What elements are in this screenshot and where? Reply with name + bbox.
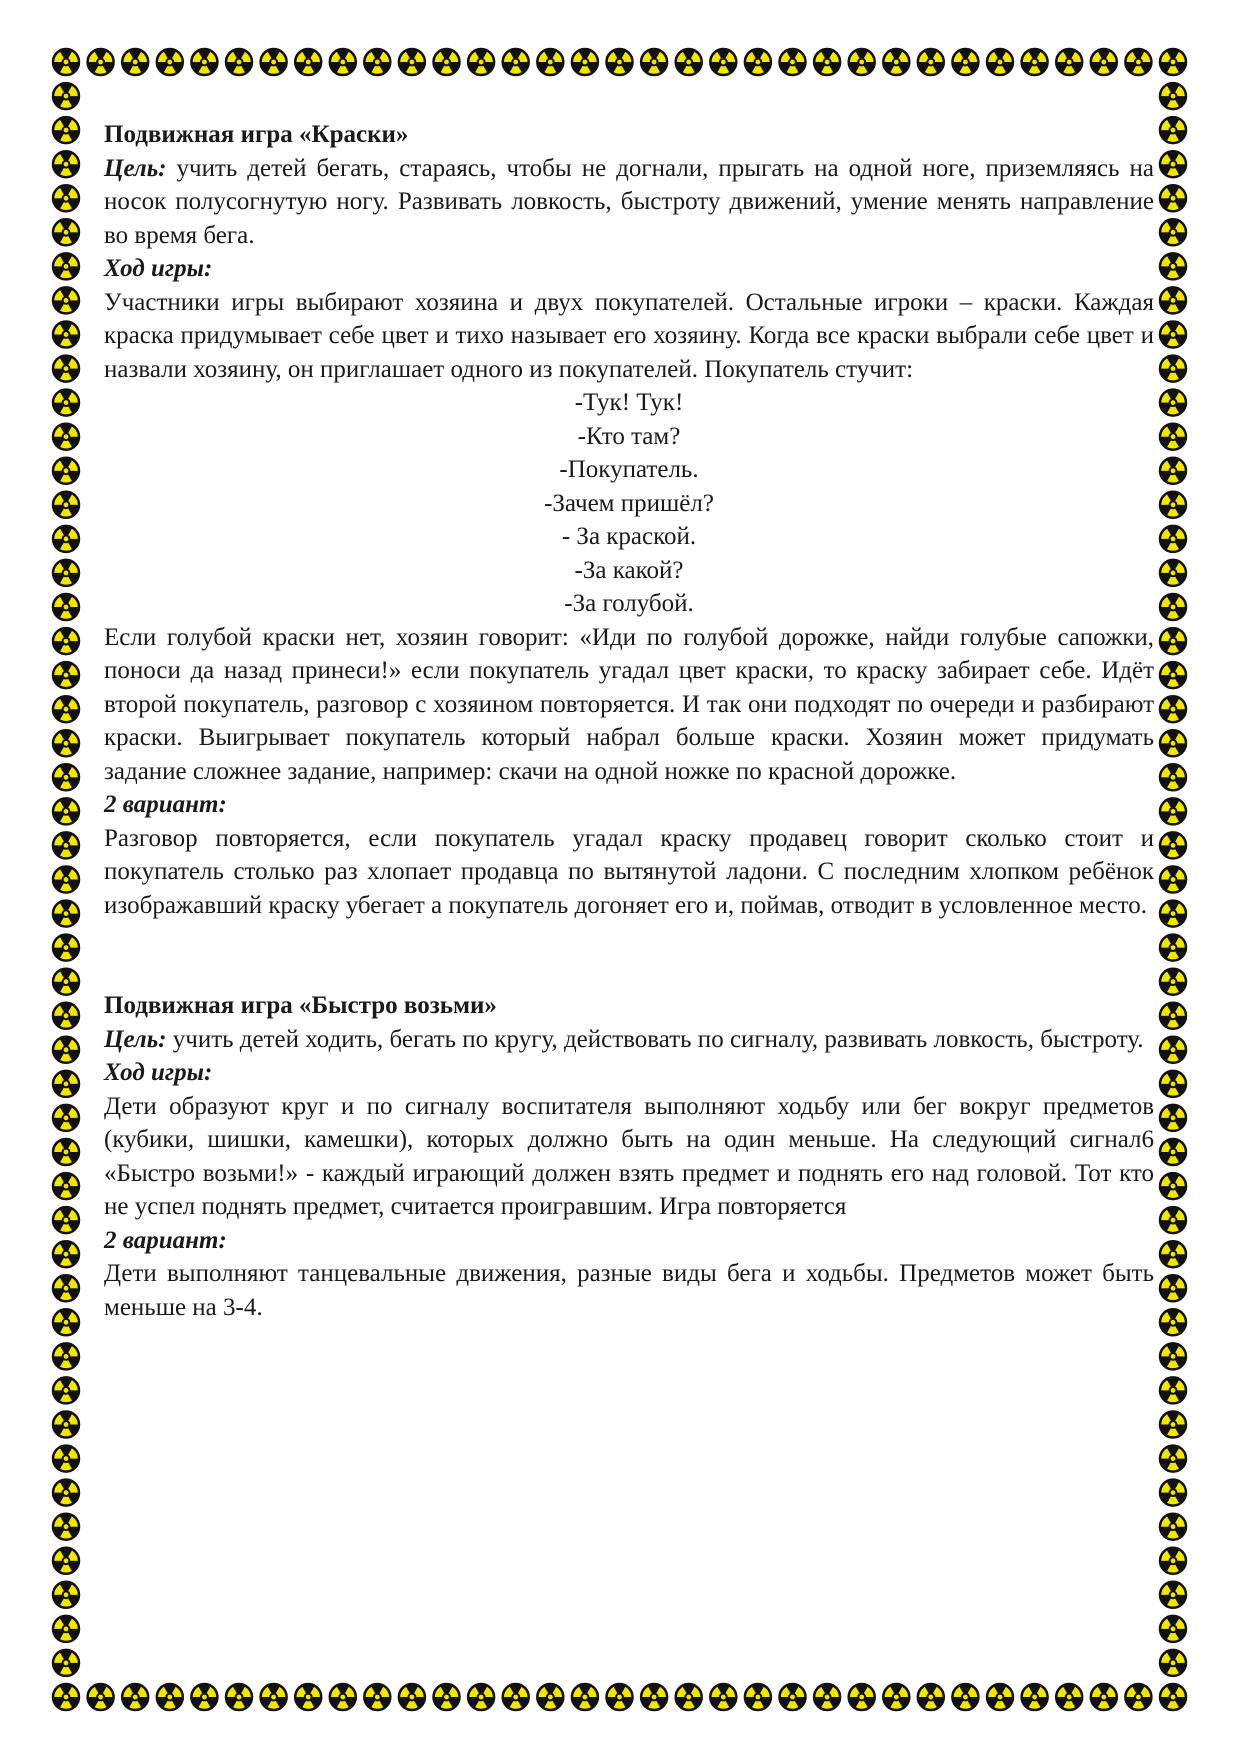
radiation-icon <box>51 866 80 892</box>
game1-dialog <box>104 386 1154 621</box>
radiation-icon <box>51 1139 80 1165</box>
radiation-icon <box>1158 1037 1187 1063</box>
dialog-line: -Кто там? <box>577 422 681 450</box>
game2-title: Подвижная игра «Быстро возьми» <box>104 992 497 1019</box>
radiation-icon <box>640 1684 669 1710</box>
radiation-icon <box>1158 764 1187 790</box>
radiation-icon <box>51 1071 80 1097</box>
radiation-icon <box>847 1684 876 1710</box>
radiation-icon <box>363 1684 392 1710</box>
radiation-icon <box>51 969 80 995</box>
radiation-icon <box>1158 356 1187 382</box>
radiation-icon <box>51 1684 80 1710</box>
radiation-icon <box>1158 1446 1187 1472</box>
radiation-icon <box>397 49 426 75</box>
radiation-icon <box>674 1684 703 1710</box>
radiation-icon <box>1158 253 1187 279</box>
radiation-icon <box>1158 1582 1187 1608</box>
radiation-icon <box>1158 1241 1187 1267</box>
game1-goal-label: Цель: <box>104 154 167 182</box>
radiation-icon <box>1158 1411 1187 1437</box>
radiation-icon <box>951 1684 980 1710</box>
game1-title: Подвижная игра «Краски» <box>104 121 409 148</box>
radiation-icon <box>882 1684 911 1710</box>
radiation-icon <box>51 1411 80 1437</box>
radiation-icon <box>51 321 80 347</box>
radiation-icon <box>674 49 703 75</box>
radiation-icon <box>1158 730 1187 756</box>
radiation-icon <box>605 1684 634 1710</box>
radiation-icon <box>86 1684 115 1710</box>
game1-goal <box>104 152 1154 253</box>
radiation-icon <box>51 1241 80 1267</box>
radiation-icon <box>985 49 1014 75</box>
radiation-icon <box>328 49 357 75</box>
game1-after-text: Если голубой краски нет, хозяин говорит: «Иди по голубой дорожке, найди голубые сапожки, поноси да назад принеси!» если покупатель угадал цвет краски, то краску забирает себе. Идёт второй покупатель, разговор с хозяином повторяется. И так они подходят по очереди и разбирают краски. Выигрывает покупатель который набрал больше краски. Хозяин может придумать задание сложнее задание, например: скачи на одной ножке по красной дорожке. <box>104 623 1154 785</box>
radiation-icon <box>1158 560 1187 586</box>
radiation-icon <box>51 1105 80 1131</box>
radiation-icon <box>51 287 80 313</box>
radiation-icon <box>570 1684 599 1710</box>
game1-course-label: Ход игры: <box>104 255 213 282</box>
radiation-icon <box>916 1684 945 1710</box>
radiation-icon <box>1158 1684 1187 1710</box>
radiation-icon <box>51 1582 80 1608</box>
dialog-line: - За краской. <box>561 523 697 550</box>
radiation-icon <box>51 901 80 927</box>
radiation-icon <box>1158 832 1187 858</box>
radiation-icon <box>155 1684 184 1710</box>
radiation-icon <box>1055 49 1084 75</box>
radiation-icon <box>501 1684 530 1710</box>
game2-goal <box>104 1023 1154 1057</box>
radiation-icon <box>51 1514 80 1540</box>
radiation-icon <box>51 492 80 518</box>
radiation-icon <box>1124 49 1153 75</box>
radiation-icon <box>1158 83 1187 109</box>
radiation-icon <box>51 151 80 177</box>
radiation-icon <box>1158 1071 1187 1097</box>
radiation-icon <box>882 49 911 75</box>
radiation-icon <box>51 253 80 279</box>
radiation-icon <box>51 1275 80 1301</box>
radiation-icon <box>1158 662 1187 688</box>
dialog-line: -Тук! Тук! <box>574 389 684 416</box>
radiation-icon <box>1158 1514 1187 1540</box>
radiation-icon <box>1089 49 1118 75</box>
radiation-icon <box>294 1684 323 1710</box>
radiation-icon <box>570 49 599 75</box>
dialog-line: -За какой? <box>574 556 684 584</box>
radiation-icon <box>1158 866 1187 892</box>
radiation-icon <box>1158 219 1187 245</box>
radiation-icon <box>51 526 80 552</box>
radiation-icon <box>328 1684 357 1710</box>
dialog-line: -Зачем пришёл? <box>544 489 714 517</box>
radiation-icon <box>1055 1684 1084 1710</box>
radiation-icon <box>51 424 80 450</box>
radiation-icon <box>51 662 80 688</box>
radiation-icon <box>51 594 80 620</box>
radiation-icon <box>847 49 876 75</box>
game2-variant-text: Дети выполняют танцевальные движения, разные виды бега и ходьбы. Предметов может быть меньше на 3-4. <box>104 1260 1154 1321</box>
radiation-icon <box>709 1684 738 1710</box>
radiation-icon <box>51 219 80 245</box>
radiation-icon <box>1158 1343 1187 1369</box>
radiation-icon <box>51 117 80 143</box>
game2-goal-text: учить детей ходить, бегать по кругу, действовать по сигналу, развивать ловкость, быстроту. <box>166 1025 1144 1053</box>
radiation-icon <box>1020 49 1049 75</box>
radiation-icon <box>743 1684 772 1710</box>
radiation-icon <box>467 1684 496 1710</box>
radiation-icon <box>51 1037 80 1063</box>
game2-variant-label: 2 вариант: <box>104 1226 227 1254</box>
radiation-icon <box>1158 321 1187 347</box>
radiation-icon <box>51 185 80 211</box>
radiation-icon <box>916 49 945 75</box>
radiation-icon <box>51 1343 80 1369</box>
radiation-icon <box>709 49 738 75</box>
radiation-icon <box>985 1684 1014 1710</box>
radiation-icon <box>1158 969 1187 995</box>
radiation-icon <box>190 1684 219 1710</box>
radiation-icon <box>536 1684 565 1710</box>
radiation-icon <box>121 49 150 75</box>
radiation-icon <box>813 49 842 75</box>
radiation-icon <box>51 1377 80 1403</box>
radiation-icon <box>1158 117 1187 143</box>
radiation-icon <box>51 798 80 824</box>
radiation-icon <box>1158 1309 1187 1335</box>
radiation-icon <box>51 1446 80 1472</box>
radiation-icon <box>1158 798 1187 824</box>
radiation-icon <box>1158 1650 1187 1676</box>
radiation-icon <box>1158 151 1187 177</box>
radiation-icon <box>1158 287 1187 313</box>
radiation-icon <box>1158 526 1187 552</box>
radiation-icon <box>224 49 253 75</box>
radiation-icon <box>1158 1173 1187 1199</box>
radiation-icon <box>294 49 323 75</box>
radiation-icon <box>1158 1207 1187 1233</box>
radiation-icon <box>51 1173 80 1199</box>
radiation-icon <box>51 560 80 586</box>
radiation-icon <box>1158 935 1187 961</box>
section-spacer <box>104 922 1154 989</box>
game2-course-text: Дети образуют круг и по сигналу воспитателя выполняют ходьбу или бег вокруг предметов (кубики, шишки, камешки), которых должно быть на один меньше. На следующий сигнал6 «Быстро возьми!» - каждый играющий должен взять предмет и поднять его над головой. Тот кто не успел поднять предмет, считается проигравшим. Игра повторяется <box>104 1092 1154 1220</box>
radiation-icon <box>1089 1684 1118 1710</box>
radiation-icon <box>605 49 634 75</box>
radiation-icon <box>501 49 530 75</box>
document-body <box>104 118 1154 1324</box>
radiation-icon <box>51 764 80 790</box>
radiation-icon <box>259 1684 288 1710</box>
radiation-icon <box>813 1684 842 1710</box>
radiation-icon <box>51 1207 80 1233</box>
radiation-icon <box>51 1616 80 1642</box>
radiation-icon <box>467 49 496 75</box>
radiation-icon <box>259 49 288 75</box>
radiation-icon <box>190 49 219 75</box>
radiation-icon <box>1158 628 1187 654</box>
radiation-icon <box>1158 1275 1187 1301</box>
radiation-icon <box>1158 594 1187 620</box>
game1-variant-label: 2 вариант: <box>104 791 227 818</box>
dialog-line: -Покупатель. <box>559 456 699 483</box>
radiation-icon <box>1158 49 1187 75</box>
radiation-icon <box>121 1684 150 1710</box>
radiation-icon <box>51 1650 80 1676</box>
radiation-icon <box>1158 901 1187 927</box>
radiation-icon <box>432 1684 461 1710</box>
radiation-icon <box>51 49 80 75</box>
radiation-icon <box>51 628 80 654</box>
radiation-icon <box>743 49 772 75</box>
radiation-icon <box>1158 492 1187 518</box>
radiation-icon <box>1158 1139 1187 1165</box>
radiation-icon <box>1158 1548 1187 1574</box>
radiation-icon <box>778 1684 807 1710</box>
game1-variant-text: Разговор повторяется, если покупатель угадал краску продавец говорит сколько стоит и покупатель столько раз хлопает продавца по вытянутой ладони. С последним хлопком ребёнок изображавший краску убегает а покупатель догоняет его и, поймав, отводит в условленное место. <box>104 824 1154 919</box>
radiation-icon <box>86 49 115 75</box>
radiation-icon <box>51 1548 80 1574</box>
radiation-icon <box>51 935 80 961</box>
radiation-icon <box>536 49 565 75</box>
radiation-icon <box>1158 1105 1187 1131</box>
radiation-icon <box>224 1684 253 1710</box>
radiation-icon <box>51 356 80 382</box>
radiation-icon <box>1158 696 1187 722</box>
radiation-icon <box>155 49 184 75</box>
radiation-icon <box>51 1480 80 1506</box>
radiation-icon <box>51 390 80 416</box>
radiation-icon <box>363 49 392 75</box>
radiation-icon <box>51 696 80 722</box>
game2-goal-label: Цель: <box>104 1025 167 1053</box>
radiation-icon <box>397 1684 426 1710</box>
game1-goal-text: учить детей бегать, стараясь, чтобы не догнали, прыгать на одной ноге, приземляясь на носок полусогнутую ногу. Развивать ловкость, быстроту движений, умение менять направление во время бега. <box>104 154 1154 249</box>
radiation-icon <box>1158 390 1187 416</box>
radiation-icon <box>1158 1377 1187 1403</box>
radiation-icon <box>1158 1616 1187 1642</box>
dialog-line: -За голубой. <box>564 590 694 617</box>
radiation-icon <box>1158 458 1187 484</box>
radiation-icon <box>1020 1684 1049 1710</box>
radiation-icon <box>51 832 80 858</box>
radiation-icon <box>778 49 807 75</box>
radiation-icon <box>1158 185 1187 211</box>
radiation-icon <box>1158 1480 1187 1506</box>
radiation-icon <box>1158 1003 1187 1029</box>
radiation-icon <box>51 458 80 484</box>
radiation-icon <box>951 49 980 75</box>
radiation-icon <box>1124 1684 1153 1710</box>
game1-course-text: Участники игры выбирают хозяина и двух покупателей. Остальные игроки – краски. Каждая краска придумывает себе цвет и тихо называет его хозяину. Когда все краски выбрали себе цвет и назвали хозяину, он приглашает одного из покупателей. Покупатель стучит: <box>104 288 1154 383</box>
radiation-icon <box>51 1309 80 1335</box>
radiation-icon <box>1158 424 1187 450</box>
game2-course-label: Ход игры: <box>104 1059 213 1086</box>
radiation-icon <box>432 49 461 75</box>
radiation-icon <box>51 730 80 756</box>
radiation-icon <box>51 83 80 109</box>
radiation-icon <box>640 49 669 75</box>
radiation-icon <box>51 1003 80 1029</box>
